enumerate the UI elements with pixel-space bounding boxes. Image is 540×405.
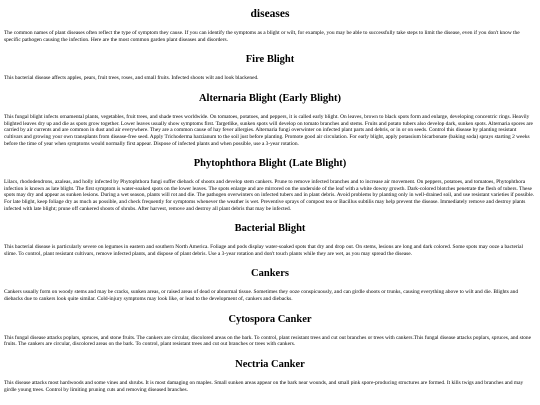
section-text-alternaria-blight: This fungal blight infects ornamental plants, vegetables, fruit trees, and shade trees worldwide. On tomatoes, potatoes, and peppers, it is called early blight. On leaves, brown to black spots form and enlarge, developing concentric rings. Heavily blighted leaves dry up and die as spots grow together. Lower leaves usually show symptoms first. Targetlike, sunken spots will develop on tomato branches and stems. Fruits and potato tubers also develop dark, sunken spots. Alternaria spores are carried by air currents and are common in dust and air everywhere. They are a common cause of hay fever allergies. Alternaria fungi overwinter on infected plant parts and debris, or in or on seeds. Control this disease by planting resistant cultivars and growing your own transplants from disease-free seed. Apply Trichoderma harzianum to the soil just before planting. Promote good air circulation. For early blight, apply potassium bicarbonate (baking soda) sprays starting 2 weeks before the time of year when symptoms would normally first appear. Dispose of infected plants and when possible, use a 3-year rotation. xyxy=(4,114,533,147)
section-text-bacterial-blight: This bacterial disease is particularly severe on legumes in eastern and southern North America. Foliage and pods display water-soaked spots that dry and drop out. On stems, lesions are long and dark colored. Some spots may ooze a bacterial slime. To control, plant resistant cultivars, remove infected plants, and dispose of plant debris. Use a 3-year rotation and don't touch plants while they are wet, as you may spread the disease. xyxy=(4,244,524,257)
section-text-cytospora-canker: This fungal disease attacks poplars, spruces, and stone fruits. The cankers are circular, discolored areas on the bark. To control, plant resistant trees and cut out branches or trees with cankers.This fungal disease attacks poplars, spruces, and stone fruits. The cankers are circular, discolored areas on the bark. To control, plant resistant trees and cut out branches or trees with cankers. xyxy=(4,334,532,348)
section-text-fire-blight: This bacterial disease affects apples, pears, fruit trees, roses, and small fruits. Infected shoots wilt and look blackened. xyxy=(4,75,259,82)
section-text-nectria-canker: This disease attacks most hardwoods and some vines and shrubs. It is most damaging on maples. Small sunken areas appear on the bark near wounds, and small pink spore-producing structures are formed. It kills twigs and branches and may girdle young trees. Control by limiting pruning cuts and removing diseased branches. xyxy=(4,379,524,393)
section-heading-nectria-canker: Nectria Canker xyxy=(235,358,305,370)
section-heading-cytospora-canker: Cytospora Canker xyxy=(228,313,312,325)
page-title: diseases xyxy=(250,8,290,20)
section-text-cankers: Cankers usually form on woody stems and may be cracks, sunken areas, or raised areas of dead or abnormal tissue. Sometimes they ooze conspicuously, and can girdle shoots or trunks, causing everything above to wilt and die. Blights and diebacks due to cankers look quite similar. Cold-injury symptoms may look like, or lead to the development of, cankers and diebacks. xyxy=(4,289,519,303)
section-heading-cankers: Cankers xyxy=(251,268,289,280)
section-heading-phytophthora-blight: Phytophthora Blight (Late Blight) xyxy=(193,158,347,170)
section-text-phytophthora-blight: Lilacs, rhododendrons, azaleas, and holly infected by Phytophthora fungi suffer dieback of shoots and develop stem cankers. Prune to remove infected branches and to increase air movement. On peppers, potatoes, and tomatoes, Phytophthora infection is known as late blight. The first symptom is water-soaked spots on the lower leaves. The spots enlarge and are mirrored on the underside of the leaf with a white downy growth. Dark-colored blotches penetrate the flesh of tubers. These spots may dry and appear as sunken lesions. During a wet season, plants will rot and die. The pathogen overwinters on infected tubers and in plant debris. Avoid problems by planting only in well-drained soil, and use resistant varieties if possible. For late blight, keep foliage dry as much as possible, and check frequently for symptoms whenever the weather is wet. Preventive sprays of compost tea or Bacillus subtilis may help prevent the disease. Immediately remove and destroy plants infected with late blight; prune off cankered shoots of shrubs. After harvest, remove and destroy all plant debris that may be infected. xyxy=(4,179,535,212)
section-heading-bacterial-blight: Bacterial Blight xyxy=(234,223,306,235)
section-heading-fire-blight: Fire Blight xyxy=(245,54,295,66)
section-heading-alternaria-blight: Alternaria Blight (Early Blight) xyxy=(198,93,342,105)
intro-paragraph: The common names of plant diseases often reflect the type of symptom they cause. If you can identify the symptoms as a blight or wilt, for example, you may be able to successfully take steps to limit the disease, even if you don't know the specific pathogen causing the infection. Here are the most common garden plant diseases and disorders. xyxy=(4,30,520,43)
